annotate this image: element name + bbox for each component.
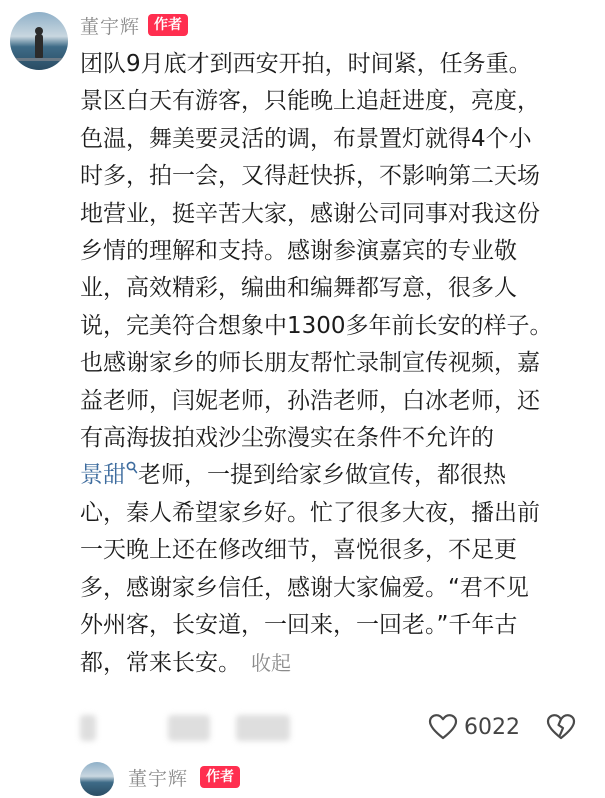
comment-line: 益老师，闫妮老师，孙浩老师，白冰老师，还 xyxy=(80,387,540,414)
comment-line: 色温，舞美要灵活的调，布景置灯就得4个小 xyxy=(80,125,532,152)
search-icon xyxy=(126,461,138,475)
reply-author-name[interactable]: 董宇辉 xyxy=(128,768,189,790)
comment-line-with-link xyxy=(80,457,592,494)
search-link-text: 景甜 xyxy=(80,462,126,489)
comment-line: 一天晚上还在修改细节，喜悦很多，不足更 xyxy=(80,537,517,564)
comment-line: 说，完美符合想象中1300多年前长安的样子。 xyxy=(80,312,553,339)
comment-line: 多，感谢家乡信任，感谢大家偏爱。“君不见 xyxy=(80,574,529,601)
comment-line: 景区白天有游客，只能晚上追赶进度，亮度， xyxy=(80,88,540,115)
comment-line: 时多，拍一会，又得赶快拆，不影响第二天场 xyxy=(80,163,540,190)
like-count: 6022 xyxy=(464,714,520,740)
like-button[interactable] xyxy=(428,713,520,741)
comment-line: 外州客，长安道，一回来，一回老。”千年古 xyxy=(80,612,518,639)
comment-line: 业，高效精彩，编曲和编舞都写意，很多人 xyxy=(80,275,517,302)
blurred-meta xyxy=(168,715,210,741)
heart-icon xyxy=(428,713,458,741)
comment-line: 有高海拔拍戏沙尘弥漫实在条件不允许的 xyxy=(80,425,494,452)
blurred-meta xyxy=(80,715,96,741)
reply-avatar[interactable] xyxy=(80,762,114,796)
author-badge: 作者 xyxy=(148,14,188,36)
comment-text: 老师，一提到给家乡做宣传，都很热 xyxy=(138,462,506,489)
reply-author-badge: 作者 xyxy=(200,766,240,788)
comment-body xyxy=(80,46,592,682)
comment-text: 都，常来长安。 xyxy=(80,649,241,676)
dislike-button[interactable] xyxy=(546,713,576,745)
author-name[interactable]: 董宇辉 xyxy=(80,15,141,38)
collapse-button[interactable]: 收起 xyxy=(251,650,291,675)
comment-line: 乡情的理解和支持。感谢参演嘉宾的专业敬 xyxy=(80,238,517,265)
blurred-meta xyxy=(236,715,290,741)
avatar-railing xyxy=(10,58,68,61)
avatar-figure-body xyxy=(35,34,43,58)
comment-last-line xyxy=(80,645,592,682)
comment-line: 心，秦人希望家乡好。忙了很多大夜，播出前 xyxy=(80,499,540,526)
dislike-heart-icon xyxy=(546,713,576,741)
comment-line: 地营业，挺辛苦大家，感谢公司同事对我这份 xyxy=(80,200,540,227)
reply-item xyxy=(0,758,605,798)
author-avatar[interactable] xyxy=(10,12,68,70)
comment-line: 团队9月底才到西安开拍，时间紧，任务重。 xyxy=(80,51,532,77)
author-header xyxy=(80,10,188,40)
search-link[interactable] xyxy=(80,462,138,488)
comment-actions xyxy=(0,705,605,749)
comment-line: 也感谢家乡的师长朋友帮忙录制宣传视频，嘉 xyxy=(80,350,540,377)
